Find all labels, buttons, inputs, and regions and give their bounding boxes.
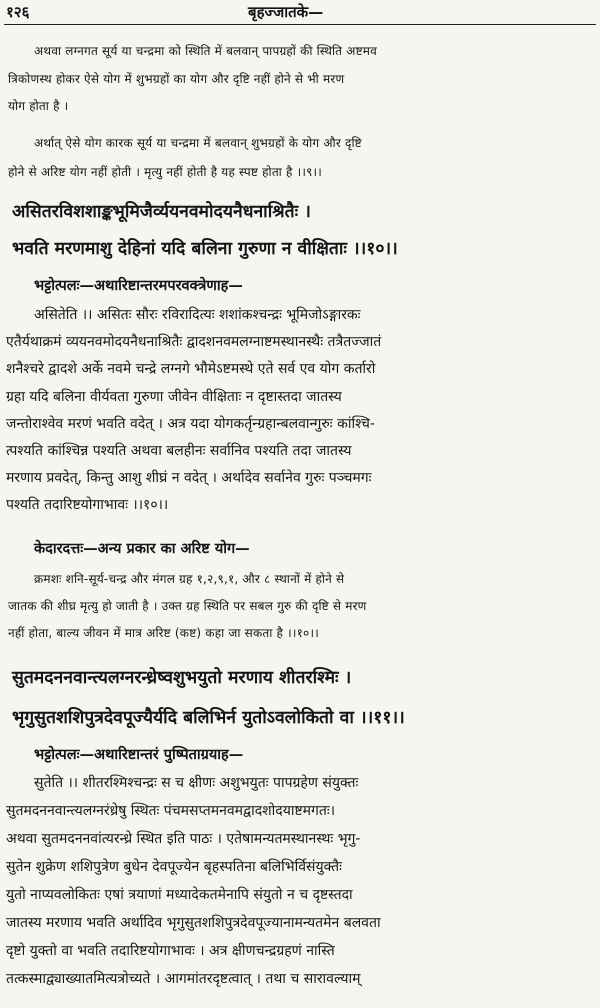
page-number: १२६ bbox=[6, 3, 30, 21]
hindi-text-line: त्रिकोणस्थ होकर ऐसे योग में शुभग्रहों का योग और दृष्टि नहीं होने से भी मरण bbox=[8, 72, 345, 86]
hindi-text-line: जातक की शीघ्र मृत्यु हो जाती है । उक्त ग्रह स्थिति पर सबल गुरु की दृष्टि से मरण bbox=[8, 599, 367, 613]
hindi-text-line: क्रमशः शनि-सूर्य-चन्द्र और मंगल ग्रह १,२,९,१, और ८ स्थानों में होने से bbox=[34, 572, 345, 586]
page-header bbox=[0, 2, 600, 24]
verse-line: भृगुसुतशशिपुत्रदेवपूज्यैर्यदि बलिभिर्न युतोऽवलोकितो वा ।।११।। bbox=[12, 708, 405, 728]
commentary-line: अथवा सुतमदननवांत्यरन्ध्रे स्थित इति पाठः । एतेषामन्यतमस्थानस्थः भृगु- bbox=[6, 831, 361, 847]
commentary-line: सुतमदननवान्त्यलग्नरंध्रेषु स्थितः पंचमसप्तमनवमद्वादशोदयाष्टमगतः। bbox=[6, 803, 336, 819]
verse-line: भवति मरणमाशु देहिनां यदि बलिना गुरुणा न वीक्षिताः ।।१०।। bbox=[12, 239, 398, 259]
kedardatta-label: केदारदत्तः—अन्य प्रकार का अरिष्ट योग— bbox=[34, 541, 250, 557]
hindi-text-line: होने से अरिष्ट योग नहीं होती । मृत्यु नहीं होती है यह स्पष्ट होता है ।।९।। bbox=[8, 165, 323, 179]
commentary-line: सुतेन शुक्रेण शशिपुत्रेण बुधेन देवपूज्येन बृहस्पतिना बलिभिर्विसंयुक्तैः bbox=[6, 859, 342, 875]
commentary-line: ग्रहा यदि बलिना वीर्यवता गुरुणा जीवेन वीक्षिताः न दृष्टास्तदा जातस्य bbox=[6, 389, 342, 405]
book-title: बृहज्जातके— bbox=[248, 3, 324, 21]
hindi-text-line: अर्थात् ऐसे योग कारक सूर्य या चन्द्रमा में बलवान् शुभग्रहों के योग और दृष्टि bbox=[34, 136, 362, 150]
commentary-line: एतैर्यथाक्रमं व्ययनवमोदयनैधनाश्रितैः द्वादशनवमलग्नाष्टमस्थानस्थैः तत्रैतज्जातं bbox=[6, 334, 382, 350]
commentary-line: पश्यति तदारिष्टयोगाभावः ।।१०।। bbox=[6, 497, 169, 513]
commentary-label: भट्टोत्पलः—अथारिष्टान्तरमपरवक्त्रेणाह— bbox=[34, 278, 243, 294]
commentary-line: युतो नाप्यवलोकितः एषां त्रयाणां मध्यादेकतमेनापि संयुतो न च दृष्टस्तदा bbox=[6, 887, 353, 903]
commentary-line: तत्कस्माद्व्याख्यातमित्यत्रोच्यते । आगमांतरदृष्टत्वात् । तथा च सारावल्याम् bbox=[6, 971, 361, 987]
commentary-line: जन्तोराश्वेव मरणं भवति वदेत् । अत्र यदा योगकर्तृन्ग्रहान्बलवान्गुरुः कांश्चि- bbox=[6, 416, 375, 432]
header-rule bbox=[4, 24, 596, 25]
commentary-line: शनैश्चरे द्वादशे अर्के नवमे चन्द्रे लग्नगे भौमेऽष्टमस्थे एते सर्व एव योग कर्तारो bbox=[6, 361, 376, 377]
commentary-line: सुतेति ।। शीतरश्मिश्चन्द्रः स च क्षीणः अशुभयुतः पापग्रहेण संयुक्तः bbox=[34, 775, 359, 791]
hindi-text-line: अथवा लग्नगत सूर्य या चन्द्रमा को स्थिति में बलवान् पापग्रहों की स्थिति अष्टमव bbox=[34, 44, 378, 58]
commentary-line: जातस्य मरणाय भवति अर्थादिव भृगुसुतशशिपुत्रदेवपूज्यानामन्यतमेन बलवता bbox=[6, 915, 381, 931]
commentary-line: त्पश्यति कांश्चिन्न पश्यति अथवा बलहीनः सर्वानिव पश्यति तदा जातस्य bbox=[6, 443, 352, 459]
hindi-text-line: नहीं होता, बाल्य जीवन में मात्र अरिष्ट (कष्ट) कहा जा सकता है ।।१०।। bbox=[8, 626, 319, 640]
commentary-line: दृष्टो युक्तो वा भवति तदारिष्टयोगाभावः । अत्र क्षीणचन्द्रग्रहणं नास्ति bbox=[6, 943, 335, 959]
verse-line: सुतमदननवान्त्यलग्नरन्ध्रेष्वशुभयुतो मरणाय शीतरश्मिः । bbox=[12, 668, 352, 688]
commentary-line: मरणाय प्रवदेत्, किन्तु आशु शीघ्रं न वदेत् । अर्थादेव सर्वानेव गुरुः पञ्चमगः bbox=[6, 470, 372, 486]
commentary-line: असितेति ।। असितः सौरः रविरादित्यः शशांकश्चन्द्रः भूमिजोऽङ्गारकः bbox=[34, 307, 361, 323]
hindi-text-line: योग होता है । bbox=[8, 99, 69, 113]
commentary-label: भट्टोत्पलः—अथारिष्टान्तरं पुष्पिताग्रयाह— bbox=[34, 747, 244, 763]
verse-line: असितरविशशाङ्कभूमिजैर्व्ययनवमोदयनैधनाश्रितैः । bbox=[12, 202, 311, 222]
